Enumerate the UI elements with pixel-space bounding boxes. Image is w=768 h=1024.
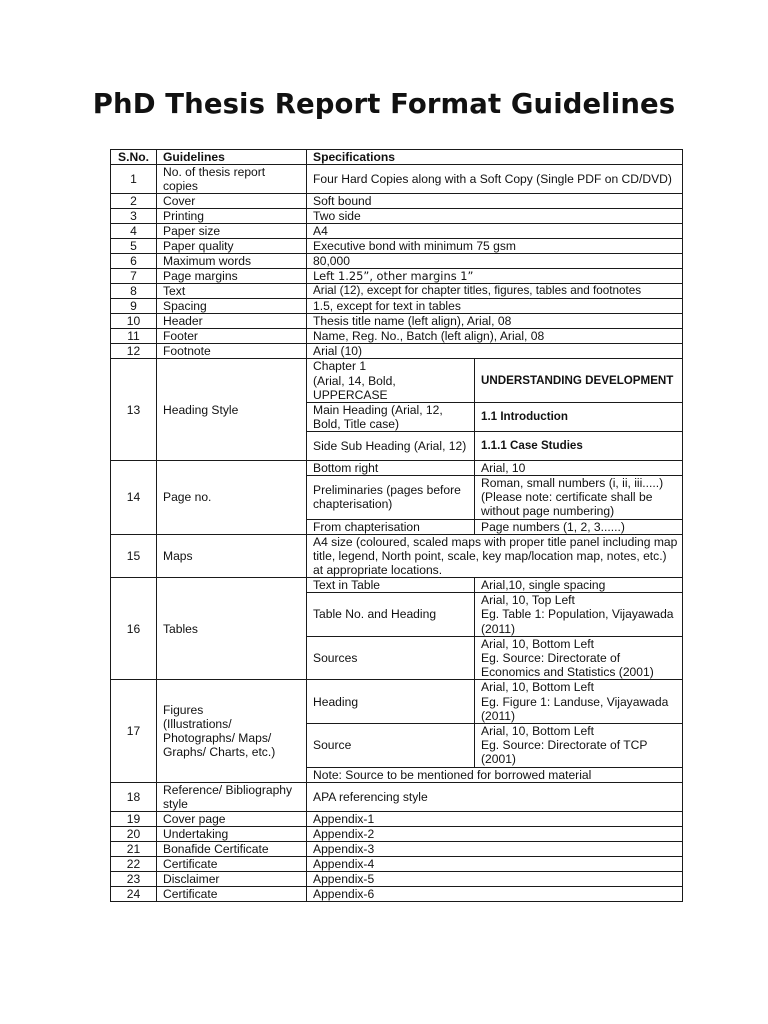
row-sno: 8 bbox=[111, 284, 157, 299]
row-guideline: Paper quality bbox=[157, 239, 307, 254]
sub-spec-label: Heading bbox=[307, 680, 475, 724]
sub-spec-label: Main Heading (Arial, 12, Bold, Title case) bbox=[307, 403, 475, 432]
row-guideline: Tables bbox=[157, 578, 307, 680]
row-specification: Soft bound bbox=[307, 194, 683, 209]
row-sno: 1 bbox=[111, 165, 157, 194]
table-row bbox=[111, 856, 683, 871]
row-specification: Thesis title name (left align), Arial, 08 bbox=[307, 314, 683, 329]
table-row bbox=[111, 314, 683, 329]
row-specification: Executive bond with minimum 75 gsm bbox=[307, 239, 683, 254]
table-row bbox=[111, 299, 683, 314]
row-specification: A4 bbox=[307, 224, 683, 239]
sub-spec-value: Roman, small numbers (i, ii, iii.....) (Please note: certificate shall be without page numbering) bbox=[475, 475, 683, 519]
row-sno: 7 bbox=[111, 269, 157, 284]
row-guideline: Undertaking bbox=[157, 826, 307, 841]
table-row bbox=[111, 680, 683, 724]
sub-spec-value: Arial, 10, Top Left Eg. Table 1: Population, Vijayawada (2011) bbox=[475, 593, 683, 637]
sub-spec-value: 1.1 Introduction bbox=[475, 403, 683, 432]
row-specification: Left 1.25”, other margins 1” bbox=[307, 269, 683, 284]
row-guideline: Page margins bbox=[157, 269, 307, 284]
sub-spec-value: 1.1.1 Case Studies bbox=[475, 432, 683, 461]
table-row bbox=[111, 578, 683, 593]
header-specifications: Specifications bbox=[307, 150, 683, 165]
row-specification: 80,000 bbox=[307, 254, 683, 269]
row-specification: Appendix-4 bbox=[307, 856, 683, 871]
table-row bbox=[111, 841, 683, 856]
table-row bbox=[111, 886, 683, 901]
sub-spec-value: Page numbers (1, 2, 3......) bbox=[475, 519, 683, 534]
row-guideline: Maximum words bbox=[157, 254, 307, 269]
row-guideline: Page no. bbox=[157, 460, 307, 534]
table-row bbox=[111, 224, 683, 239]
guidelines-table bbox=[110, 149, 683, 902]
table-row bbox=[111, 826, 683, 841]
row-sno: 16 bbox=[111, 578, 157, 680]
row-note: Note: Source to be mentioned for borrowed material bbox=[307, 767, 683, 782]
table-row bbox=[111, 460, 683, 475]
row-sno: 23 bbox=[111, 871, 157, 886]
row-guideline: Certificate bbox=[157, 886, 307, 901]
row-specification: 1.5, except for text in tables bbox=[307, 299, 683, 314]
table-row bbox=[111, 782, 683, 811]
row-specification: Arial (10) bbox=[307, 344, 683, 359]
row-specification: Appendix-3 bbox=[307, 841, 683, 856]
row-guideline: Figures (Illustrations/ Photographs/ Maps/ Graphs/ Charts, etc.) bbox=[157, 680, 307, 782]
row-guideline: Paper size bbox=[157, 224, 307, 239]
row-sno: 2 bbox=[111, 194, 157, 209]
table-row bbox=[111, 254, 683, 269]
sub-spec-label: Preliminaries (pages before chapterisation) bbox=[307, 475, 475, 519]
header-sno: S.No. bbox=[111, 150, 157, 165]
row-sno: 24 bbox=[111, 886, 157, 901]
table-row bbox=[111, 344, 683, 359]
sub-spec-label: Side Sub Heading (Arial, 12) bbox=[307, 432, 475, 461]
sub-spec-value: UNDERSTANDING DEVELOPMENT bbox=[475, 359, 683, 403]
sub-spec-value: Arial, 10, Bottom Left Eg. Source: Directorate of TCP (2001) bbox=[475, 723, 683, 767]
row-guideline: Disclaimer bbox=[157, 871, 307, 886]
row-guideline: Bonafide Certificate bbox=[157, 841, 307, 856]
sub-spec-label: Table No. and Heading bbox=[307, 593, 475, 637]
sub-spec-value: Arial, 10, Bottom Left Eg. Figure 1: Landuse, Vijayawada (2011) bbox=[475, 680, 683, 724]
sub-spec-label: Sources bbox=[307, 636, 475, 680]
row-guideline: Maps bbox=[157, 534, 307, 578]
page-title: PhD Thesis Report Format Guidelines bbox=[92, 88, 676, 120]
row-sno: 15 bbox=[111, 534, 157, 578]
sub-spec-value: Arial, 10, Bottom Left Eg. Source: Directorate of Economics and Statistics (2001) bbox=[475, 636, 683, 680]
row-sno: 11 bbox=[111, 329, 157, 344]
row-guideline: Footnote bbox=[157, 344, 307, 359]
table-row bbox=[111, 329, 683, 344]
row-sno: 17 bbox=[111, 680, 157, 782]
row-sno: 20 bbox=[111, 826, 157, 841]
row-sno: 18 bbox=[111, 782, 157, 811]
table-row bbox=[111, 811, 683, 826]
row-sno: 9 bbox=[111, 299, 157, 314]
row-specification: Appendix-5 bbox=[307, 871, 683, 886]
row-sno: 14 bbox=[111, 460, 157, 534]
row-sno: 19 bbox=[111, 811, 157, 826]
table-header-row bbox=[111, 150, 683, 165]
table-row bbox=[111, 284, 683, 299]
row-guideline: Cover page bbox=[157, 811, 307, 826]
row-guideline: No. of thesis report copies bbox=[157, 165, 307, 194]
row-guideline: Certificate bbox=[157, 856, 307, 871]
row-specification: Name, Reg. No., Batch (left align), Arial, 08 bbox=[307, 329, 683, 344]
table-row bbox=[111, 194, 683, 209]
row-specification: Arial (12), except for chapter titles, figures, tables and footnotes bbox=[307, 284, 683, 299]
table-row bbox=[111, 239, 683, 254]
row-sno: 3 bbox=[111, 209, 157, 224]
row-specification: A4 size (coloured, scaled maps with proper title panel including map title, legend, North point, scale, key map/location map, notes, etc.) at appropriate locations. bbox=[307, 534, 683, 578]
row-guideline: Text bbox=[157, 284, 307, 299]
row-specification: Two side bbox=[307, 209, 683, 224]
sub-spec-label: From chapterisation bbox=[307, 519, 475, 534]
table-row bbox=[111, 359, 683, 403]
row-specification: Appendix-1 bbox=[307, 811, 683, 826]
row-sno: 6 bbox=[111, 254, 157, 269]
row-specification: APA referencing style bbox=[307, 782, 683, 811]
row-sno: 5 bbox=[111, 239, 157, 254]
table-row bbox=[111, 534, 683, 578]
sub-spec-value: Arial,10, single spacing bbox=[475, 578, 683, 593]
row-guideline: Footer bbox=[157, 329, 307, 344]
row-sno: 4 bbox=[111, 224, 157, 239]
row-sno: 21 bbox=[111, 841, 157, 856]
sub-spec-label: Text in Table bbox=[307, 578, 475, 593]
row-specification: Appendix-6 bbox=[307, 886, 683, 901]
row-guideline: Cover bbox=[157, 194, 307, 209]
row-specification: Appendix-2 bbox=[307, 826, 683, 841]
table-row bbox=[111, 269, 683, 284]
row-sno: 13 bbox=[111, 359, 157, 461]
table-row bbox=[111, 165, 683, 194]
header-guidelines: Guidelines bbox=[157, 150, 307, 165]
row-guideline: Reference/ Bibliography style bbox=[157, 782, 307, 811]
table-row bbox=[111, 209, 683, 224]
row-sno: 10 bbox=[111, 314, 157, 329]
row-sno: 12 bbox=[111, 344, 157, 359]
row-guideline: Header bbox=[157, 314, 307, 329]
row-sno: 22 bbox=[111, 856, 157, 871]
table-row bbox=[111, 871, 683, 886]
sub-spec-value: Arial, 10 bbox=[475, 460, 683, 475]
sub-spec-label: Source bbox=[307, 723, 475, 767]
row-guideline: Printing bbox=[157, 209, 307, 224]
sub-spec-label: Chapter 1 (Arial, 14, Bold, UPPERCASE bbox=[307, 359, 475, 403]
sub-spec-label: Bottom right bbox=[307, 460, 475, 475]
row-guideline: Heading Style bbox=[157, 359, 307, 461]
row-guideline: Spacing bbox=[157, 299, 307, 314]
row-specification: Four Hard Copies along with a Soft Copy (Single PDF on CD/DVD) bbox=[307, 165, 683, 194]
